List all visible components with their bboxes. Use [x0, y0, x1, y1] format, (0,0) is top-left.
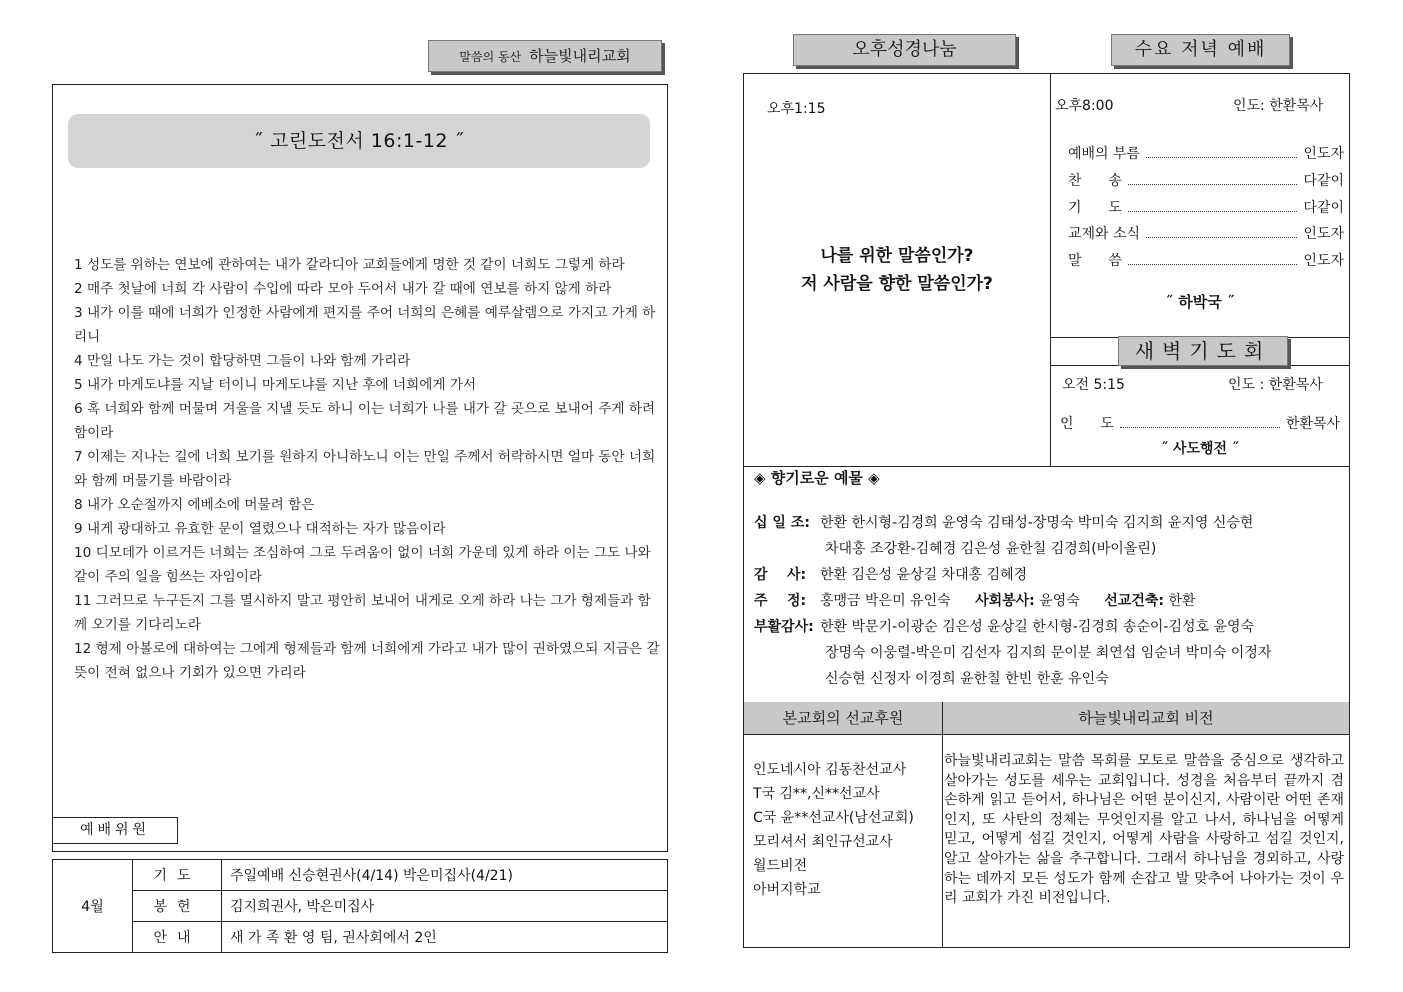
- church-name: 하늘빛내리교회: [529, 47, 631, 65]
- list-item: T국 김**,신**선교사: [753, 786, 880, 802]
- table-row: [53, 922, 668, 953]
- verse: 11 그러므로 누구든지 그를 멸시하지 말고 평안히 보내어 내게로 오게 하라 나는 그가 형제들과 함께 오기를 기다리노라: [74, 593, 651, 633]
- offering-names: 윤영숙: [1039, 593, 1080, 609]
- offering-label: 감 사:: [754, 567, 807, 583]
- duty-role: 봉헌: [133, 891, 222, 922]
- offering-label: 주 정:: [754, 593, 807, 609]
- table-row: [53, 860, 668, 891]
- order-who: 인도자: [1303, 226, 1344, 242]
- offering-names: 한환 한시형-김경희 윤영숙 김태성-장명숙 박미숙 김지희 윤지영 신승현: [820, 515, 1254, 531]
- offering-row: [754, 510, 1253, 536]
- verse: 2 매주 첫날에 너희 각 사람이 수입에 따라 모아 두어서 내가 갈 때에 연보를 하지 않게 하라: [74, 281, 612, 297]
- wednesday-time: 오후8:00: [1055, 98, 1114, 114]
- order-item: 기 도: [1068, 200, 1122, 216]
- dawn-row-item: 인 도: [1060, 416, 1114, 432]
- order-who: 인도자: [1303, 253, 1344, 269]
- worship-duty-table: [52, 859, 668, 953]
- verse: 8 내가 오순절까지 에베소에 머물려 함은: [74, 497, 315, 513]
- verse: 3 내가 이를 때에 너희가 인정한 사람에게 편지를 주어 너희의 은혜를 예루살렘으로 가지고 가게 하리니: [74, 305, 656, 345]
- theme-line: 나를 위한 말씀인가?: [820, 246, 974, 266]
- list-item: 인도네시아 김동찬선교사: [753, 762, 907, 778]
- afternoon-theme: [744, 242, 1050, 298]
- order-row: [1068, 197, 1344, 217]
- verse: 5 내가 마게도냐를 지날 터이니 마게도냐를 지난 후에 너희에게 가서: [74, 377, 477, 393]
- order-item: 예배의 부름: [1068, 146, 1141, 162]
- afternoon-time: 오후1:15: [767, 101, 826, 117]
- offering-names: 차대홍 조강환-김혜경 김은성 윤한칠 김경희(바이올린): [825, 541, 1157, 557]
- offering-row: [754, 562, 1027, 588]
- order-who: 다같이: [1303, 173, 1344, 189]
- offering-names: 한환 김은성 윤상길 차대홍 김혜경: [820, 567, 1028, 583]
- list-item: 아버지학교: [753, 882, 821, 898]
- list-item: 월드비전: [753, 858, 808, 874]
- verse: 4 만일 나도 가는 것이 합당하면 그들이 나와 함께 가리라: [74, 353, 411, 369]
- order-row: [1068, 143, 1344, 163]
- offering-title: ◈ 향기로운 예물 ◈: [754, 469, 880, 487]
- duty-role: 안내: [133, 922, 222, 953]
- church-vision-heading: 하늘빛내리교회 비전: [943, 702, 1349, 734]
- duty-content: 김지희권사, 박은미집사: [222, 891, 668, 922]
- offering-names: 한환 박문기-이광순 김은성 윤상길 한시형-김경희 송순이-김성호 윤영숙: [820, 619, 1255, 635]
- order-who: 인도자: [1303, 146, 1344, 162]
- table-row: [53, 891, 668, 922]
- wednesday-leader: 인도: 한환목사: [1233, 98, 1324, 114]
- offering-label: 십 일 조:: [754, 515, 810, 531]
- divider: [942, 702, 943, 948]
- verse: 10 디모데가 이르거든 너희는 조심하여 그로 두려움이 없이 너희 가운데 있게 하라 이는 그도 나와 같이 주의 일을 힘쓰는 자임이라: [74, 545, 651, 585]
- offering-names: 한환: [1168, 593, 1196, 609]
- church-vision-text: 하늘빛내리교회는 말씀 목회를 모토로 말씀을 중심으로 생각하고 살아가는 성도를 세우는 교회입니다. 성경을 처음부터 끝까지 겸손하게 읽고 듣어서, 하나님은 어떤 분이신지, 사람이란 어떤 존재인지, 또 사탄의 정체는 무엇인지를 알고 나서, 하나님을 어떻게 믿고, 어떻게 섬길 것인지, 어떻게 사람을 사랑하고 섬길 것인지, 알고 살아가는 삶을 추구합니다. 그래서 하나님을 경외하고, 사랑하는 데까지 모든 성도가 함께 손잡고 발 맞추어 나아가는 것이 우리 교회가 가진 비전입니다.: [944, 753, 1344, 907]
- order-row: [1068, 250, 1344, 270]
- verse: 6 혹 너희와 함께 머물며 겨울을 지낼 듯도 하니 이는 너희가 나를 내가 갈 곳으로 보내어 주게 하려 함이라: [74, 401, 656, 441]
- dawn-time: 오전 5:15: [1062, 377, 1125, 393]
- order-row: [1068, 170, 1344, 190]
- month-cell: 4월: [53, 860, 133, 953]
- offering-names: 장명숙 이웅렬-박은미 김선자 김지희 문이분 최연섭 임순녀 박미숙 이정자: [825, 645, 1272, 661]
- order-item: 교제와 소식: [1068, 226, 1141, 242]
- duty-content: 주일예배 신승현권사(4/14) 박은미집사(4/21): [222, 860, 668, 891]
- dawn-leader: 인도 : 한환목사: [1228, 377, 1323, 393]
- wednesday-service-label: 수요 저녁 예배: [1111, 34, 1290, 66]
- offering-row: [754, 588, 1195, 614]
- verse: 1 성도를 위하는 연보에 관하여는 내가 갈라디아 교회들에게 명한 것 같이 너희도 그렇게 하라: [74, 257, 625, 273]
- duty-content: 새 가 족 환 영 팀, 권사회에서 2인: [222, 922, 668, 953]
- order-item: 말 씀: [1068, 253, 1122, 269]
- scripture-title: ˝ 고린도전서 16:1-12 ˝: [68, 114, 650, 168]
- offering-names: 홍맹금 박은미 유인숙: [820, 593, 951, 609]
- divider: [1050, 73, 1051, 466]
- mission-support-heading: 본교회의 선교후원: [744, 702, 942, 734]
- worship-committee-label: 예배위원: [52, 817, 178, 844]
- verse: 9 내게 광대하고 유효한 문이 열렸으나 대적하는 자가 많음이라: [74, 521, 446, 537]
- offering-row: [754, 614, 1254, 640]
- divider: [743, 734, 1349, 735]
- theme-line: 저 사람을 향한 말씀인가?: [801, 274, 993, 294]
- offering-names: 신승현 신정자 이경희 윤한칠 한빈 한훈 유인숙: [825, 671, 1109, 687]
- verse: 7 이제는 지나는 길에 너희 보기를 원하지 아니하노니 이는 만일 주께서 허락하시면 얼마 동안 너희와 함께 머물기를 바람이라: [74, 449, 656, 489]
- list-item: 모리셔서 최인규선교사: [753, 834, 893, 850]
- order-who: 다같이: [1303, 200, 1344, 216]
- offering-label: 부활감사:: [754, 619, 814, 635]
- dawn-row: [1060, 413, 1340, 433]
- order-item: 찬 송: [1068, 173, 1122, 189]
- afternoon-bible-label: 오후성경나눔: [793, 34, 1016, 66]
- verse: 12 형제 아볼로에 대하여는 그에게 형제들과 함께 너희에게 가라고 내가 많이 권하였으되 지금은 갈 뜻이 전혀 없으나 기회가 있으면 가리라: [74, 641, 660, 681]
- offering-label: 선교건축:: [1104, 593, 1164, 609]
- offering-label: 사회봉사:: [975, 593, 1035, 609]
- wednesday-text: ˝ 하박국 ˝: [1165, 293, 1235, 311]
- list-item: C국 윤**선교사(남선교회): [753, 810, 914, 826]
- scripture-verses: [74, 253, 662, 685]
- church-motto: 말씀의 동산: [459, 50, 522, 64]
- dawn-row-who: 한환목사: [1285, 416, 1340, 432]
- dawn-text: ˝ 사도행전 ˝: [1161, 441, 1239, 457]
- mission-list: [753, 758, 914, 902]
- dawn-prayer-label: 새벽기도회: [1118, 336, 1288, 366]
- church-name-label: [428, 40, 662, 72]
- duty-role: 기도: [133, 860, 222, 891]
- order-row: [1068, 223, 1344, 243]
